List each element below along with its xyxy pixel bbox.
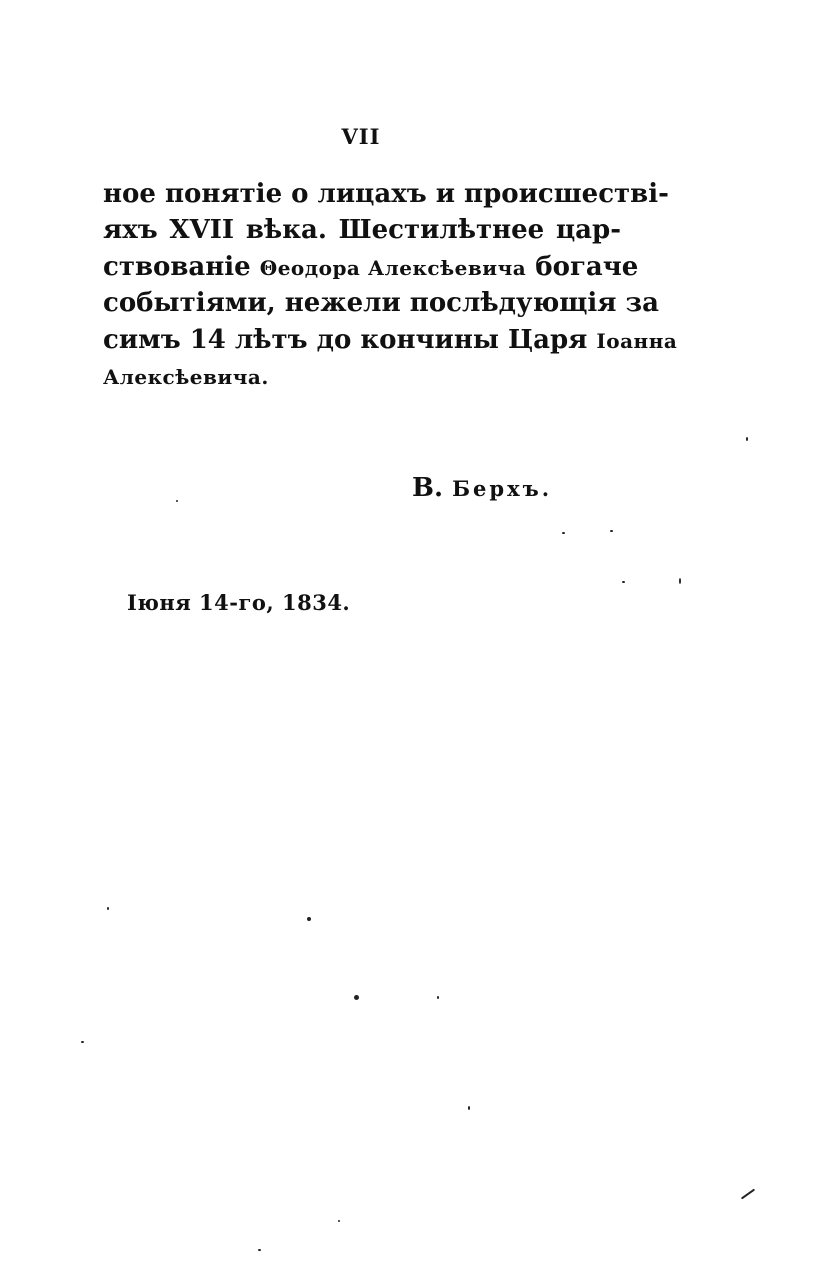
signature-initial: В. [412,473,444,503]
scan-speck [354,995,359,1000]
scan-speck [258,1249,261,1251]
scan-speck [679,578,681,584]
text-line-5-start: симъ 14 лѣтъ до кончины Царя [103,325,588,355]
scan-speck [622,581,625,583]
text-line-3-start: ствованіе [103,252,251,282]
scan-speck [746,437,748,441]
text-line-1: ное понятіе о лицахъ и происшествi- [103,179,669,209]
scan-speck [107,907,109,910]
text-line-3 [103,250,639,285]
scan-speck [176,500,178,502]
scan-speck [468,1106,470,1110]
text-line-4: событіями, нежели послѣдующія за [103,288,659,318]
text-line-5 [103,323,678,358]
scan-speck [437,996,439,999]
text-line-3-end: богаче [535,252,639,282]
scan-speck [610,530,613,532]
name-ioann: Іоанна [596,329,678,353]
scan-speck [338,1220,340,1222]
name-feodor-alekseevich: Θеодора Алексѣевича [259,256,527,280]
text-line-2: яхъ XVII вѣка. Шестилѣтнее цар- [103,215,621,245]
scan-speck [81,1041,84,1043]
scan-speck [562,532,565,534]
scan-speck [741,1189,755,1200]
text-line-6 [103,359,621,394]
author-signature [412,473,552,503]
page-number: VII [341,124,381,149]
name-alekseevicha: Алексѣевича. [103,365,269,389]
scan-speck [307,917,311,921]
date-line: Іюня 14-го, 1834. [127,590,351,615]
signature-surname: Берхъ. [452,476,553,501]
